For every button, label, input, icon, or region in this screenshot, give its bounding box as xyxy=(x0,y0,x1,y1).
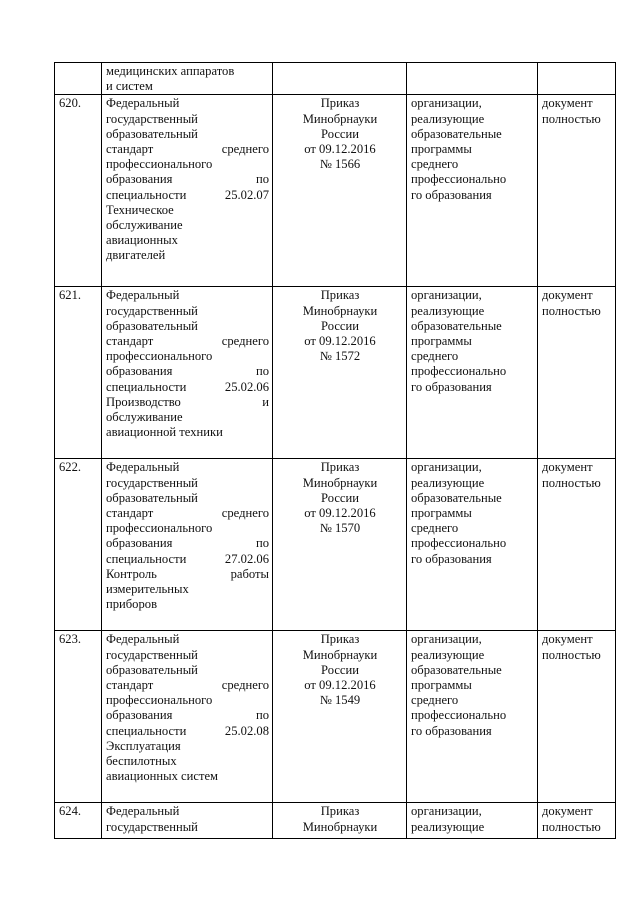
text-line: государственный xyxy=(106,819,198,834)
text-line: полностью xyxy=(542,647,601,662)
cell-scope xyxy=(538,63,616,95)
text-line: профессионально xyxy=(411,364,507,379)
cell-number: 624. xyxy=(55,803,102,839)
text-line: обслуживание xyxy=(106,410,183,425)
text-line: образования по xyxy=(106,536,269,551)
text-line: Техническое xyxy=(106,202,174,217)
text-line: Приказ xyxy=(320,96,360,111)
text-line: государственный xyxy=(106,647,198,662)
cell-normative-act xyxy=(273,287,407,459)
text-line: профессионального xyxy=(106,693,213,708)
text-line: полностью xyxy=(542,303,601,318)
cell-scope xyxy=(538,459,616,631)
text-line: Приказ xyxy=(320,804,360,819)
cell-applies-to xyxy=(407,95,538,287)
table-row xyxy=(55,95,616,287)
cell-normative-act xyxy=(273,803,407,839)
standards-table xyxy=(54,62,616,839)
text-line: среднего xyxy=(411,157,459,172)
cell-standard-name xyxy=(102,631,273,803)
table-row xyxy=(55,631,616,803)
text-line: авиационных xyxy=(106,233,178,248)
text-line: Приказ xyxy=(320,288,360,303)
text-line: стандарт среднего xyxy=(106,506,269,521)
cell-number: 622. xyxy=(55,459,102,631)
text-line: измерительных xyxy=(106,582,189,597)
text-line: Федеральный xyxy=(106,96,180,111)
text-line: профессионального xyxy=(106,349,213,364)
text-line: профессионально xyxy=(411,708,507,723)
text-line: программы xyxy=(411,506,472,521)
text-line: Производство и xyxy=(106,394,269,409)
text-line: от 09.12.2016 xyxy=(304,142,376,157)
text-line: образовательный xyxy=(106,318,198,333)
text-line: образования по xyxy=(106,364,269,379)
text-line: Контроль работы xyxy=(106,566,269,581)
text-line: от 09.12.2016 xyxy=(304,334,376,349)
text-line: Минобрнауки xyxy=(302,819,378,834)
text-line: организации, xyxy=(411,804,482,819)
text-line: образовательный xyxy=(106,126,198,141)
text-line: медицинских аппаратов xyxy=(106,64,235,78)
text-line: реализующие xyxy=(411,475,485,490)
table-row xyxy=(55,287,616,459)
table-row-continuation xyxy=(55,63,616,95)
text-line: среднего xyxy=(411,693,459,708)
text-line: беспилотных xyxy=(106,754,177,769)
text-line: реализующие xyxy=(411,819,485,834)
cell-number xyxy=(55,63,102,95)
text-line: полностью xyxy=(542,819,601,834)
text-line: специальности 25.02.08 xyxy=(106,723,269,738)
text-line: специальности 25.02.06 xyxy=(106,379,269,394)
text-line: образовательный xyxy=(106,662,198,677)
cell-scope xyxy=(538,803,616,839)
text-line: документ xyxy=(542,804,593,819)
text-line: организации, xyxy=(411,632,482,647)
text-line: го образования xyxy=(411,379,492,394)
text-line: Приказ xyxy=(320,632,360,647)
text-line: Федеральный xyxy=(106,632,180,647)
text-line: образования по xyxy=(106,708,269,723)
cell-normative-act xyxy=(273,631,407,803)
text-line: России xyxy=(321,490,359,505)
text-line: Федеральный xyxy=(106,460,180,475)
text-line: России xyxy=(321,126,359,141)
cell-normative-act xyxy=(273,63,407,95)
text-line: документ xyxy=(542,288,593,303)
text-line: стандарт среднего xyxy=(106,678,269,693)
text-line: № 1566 xyxy=(319,157,361,172)
text-line: программы xyxy=(411,142,472,157)
text-line: обслуживание xyxy=(106,218,183,233)
text-line: № 1572 xyxy=(319,349,361,364)
text-line: полностью xyxy=(542,111,601,126)
text-line: образовательный xyxy=(106,490,198,505)
text-line: образовательные xyxy=(411,126,502,141)
cell-normative-act xyxy=(273,459,407,631)
cell-applies-to xyxy=(407,803,538,839)
text-line: № 1549 xyxy=(319,693,361,708)
text-line: профессионально xyxy=(411,536,507,551)
text-line: среднего xyxy=(411,521,459,536)
cell-standard-name xyxy=(102,459,273,631)
text-line: Приказ xyxy=(320,460,360,475)
text-line: стандарт среднего xyxy=(106,334,269,349)
text-line: стандарт среднего xyxy=(106,142,269,157)
cell-applies-to xyxy=(407,631,538,803)
text-line: специальности 27.02.06 xyxy=(106,551,269,566)
text-line: программы xyxy=(411,334,472,349)
text-line: авиационных систем xyxy=(106,769,219,784)
cell-number: 623. xyxy=(55,631,102,803)
text-line: образования по xyxy=(106,172,269,187)
text-line: документ xyxy=(542,460,593,475)
text-line: Минобрнауки xyxy=(302,475,378,490)
text-line: Федеральный xyxy=(106,804,180,819)
cell-scope xyxy=(538,287,616,459)
text-line: организации, xyxy=(411,460,482,475)
text-line: реализующие xyxy=(411,303,485,318)
text-line: образовательные xyxy=(411,318,502,333)
text-line: профессионального xyxy=(106,521,213,536)
text-line: Эксплуатация xyxy=(106,738,181,753)
text-line: документ xyxy=(542,96,593,111)
cell-applies-to xyxy=(407,63,538,95)
text-line: го образования xyxy=(411,187,492,202)
cell-standard-name xyxy=(102,95,273,287)
text-line: от 09.12.2016 xyxy=(304,506,376,521)
text-line: документ xyxy=(542,632,593,647)
text-line: среднего xyxy=(411,349,459,364)
text-line: реализующие xyxy=(411,647,485,662)
text-line: специальности 25.02.07 xyxy=(106,187,269,202)
text-line: Минобрнауки xyxy=(302,303,378,318)
text-line: Федеральный xyxy=(106,288,180,303)
table-row xyxy=(55,459,616,631)
text-line: России xyxy=(321,318,359,333)
text-line: приборов xyxy=(106,597,158,612)
text-line: от 09.12.2016 xyxy=(304,678,376,693)
cell-scope xyxy=(538,95,616,287)
text-line: профессионального xyxy=(106,157,213,172)
cell-scope xyxy=(538,631,616,803)
cell-normative-act xyxy=(273,95,407,287)
text-line: образовательные xyxy=(411,490,502,505)
text-line: го образования xyxy=(411,723,492,738)
text-line: Минобрнауки xyxy=(302,111,378,126)
cell-number: 620. xyxy=(55,95,102,287)
text-line: государственный xyxy=(106,475,198,490)
text-line: организации, xyxy=(411,96,482,111)
text-line: государственный xyxy=(106,303,198,318)
cell-standard-name xyxy=(102,287,273,459)
text-line: полностью xyxy=(542,475,601,490)
cell-number: 621. xyxy=(55,287,102,459)
text-line: профессионально xyxy=(411,172,507,187)
text-line: программы xyxy=(411,678,472,693)
text-line: № 1570 xyxy=(319,521,361,536)
text-line: авиационной техники xyxy=(106,425,223,440)
text-line: Минобрнауки xyxy=(302,647,378,662)
text-line: образовательные xyxy=(411,662,502,677)
text-line: го образования xyxy=(411,551,492,566)
table-row xyxy=(55,803,616,839)
cell-standard-name xyxy=(102,63,273,95)
text-line: России xyxy=(321,662,359,677)
cell-standard-name xyxy=(102,803,273,839)
text-line: и систем xyxy=(106,79,153,94)
text-line: государственный xyxy=(106,111,198,126)
cell-applies-to xyxy=(407,459,538,631)
text-line: реализующие xyxy=(411,111,485,126)
text-line: организации, xyxy=(411,288,482,303)
text-line: двигателей xyxy=(106,248,166,263)
cell-applies-to xyxy=(407,287,538,459)
